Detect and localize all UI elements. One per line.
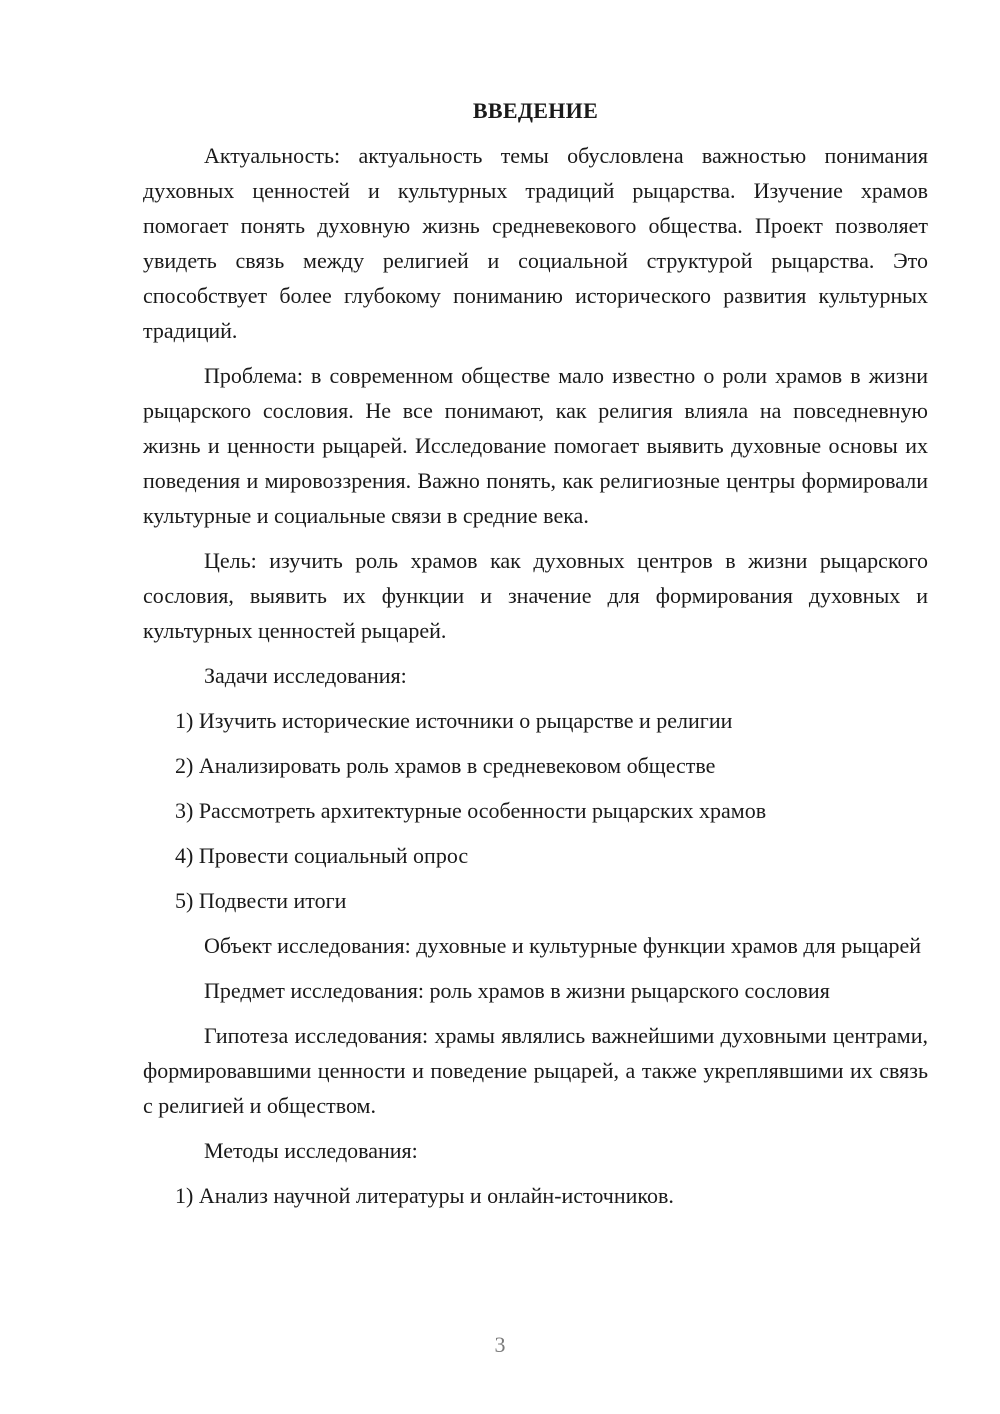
methods-list xyxy=(143,1178,928,1213)
page-number: 3 xyxy=(494,1332,506,1357)
methods-title: Методы исследования: xyxy=(204,1138,418,1163)
subject-paragraph: Предмет исследования: роль храмов в жизни рыцарского сословия xyxy=(204,978,830,1003)
task-item: 1) Изучить исторические источники о рыцарстве и религии xyxy=(175,708,733,733)
document-page xyxy=(143,93,928,1223)
problem-paragraph: Проблема: в современном обществе мало известно о роли храмов в жизни рыцарского сословия. Не все понимают, как религия влияла на повседневную жизнь и ценности рыцарей. Исследование помогает выявить духовные основы их поведения и мировоззрения. Важно понять, как религиозные центры формировали культурные и социальные связи в средние века. xyxy=(143,363,928,528)
task-item: 2) Анализировать роль храмов в средневековом обществе xyxy=(175,753,716,778)
hypothesis-paragraph: Гипотеза исследования: храмы являлись важнейшими духовными центрами, формировавшими ценности и поведение рыцарей, а также укреплявшими их связь с религией и обществом. xyxy=(143,1023,928,1118)
task-item: 3) Рассмотреть архитектурные особенности рыцарских храмов xyxy=(175,798,767,823)
task-item: 4) Провести социальный опрос xyxy=(175,843,469,868)
object-paragraph: Объект исследования: духовные и культурные функции храмов для рыцарей xyxy=(204,933,922,958)
relevance-paragraph: Актуальность: актуальность темы обусловлена важностью понимания духовных ценностей и культурных традиций рыцарства. Изучение храмов помогает понять духовную жизнь средневекового общества. Проект позволяет увидеть связь между религией и социальной структурой рыцарства. Это способствует более глубокому пониманию исторического развития культурных традиций. xyxy=(143,143,928,343)
tasks-list xyxy=(143,703,928,918)
method-item: 1) Анализ научной литературы и онлайн-источников. xyxy=(175,1183,674,1208)
goal-paragraph: Цель: изучить роль храмов как духовных центров в жизни рыцарского сословия, выявить их функции и значение для формирования духовных и культурных ценностей рыцарей. xyxy=(143,548,928,643)
task-item: 5) Подвести итоги xyxy=(175,888,347,913)
section-heading: ВВЕДЕНИЕ xyxy=(472,98,599,123)
tasks-title: Задачи исследования: xyxy=(204,663,407,688)
